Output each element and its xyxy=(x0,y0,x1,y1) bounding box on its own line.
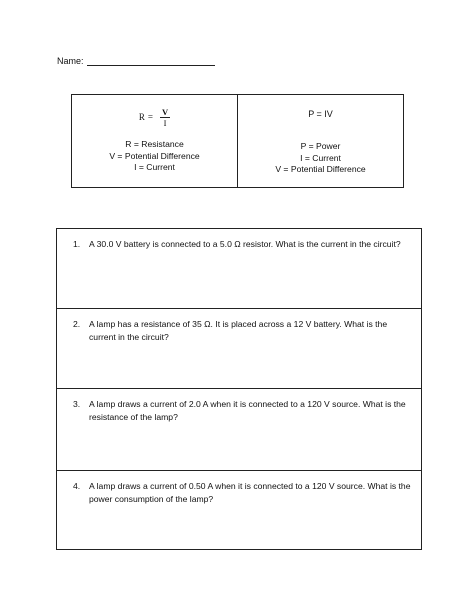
fraction-numerator: V xyxy=(161,107,169,117)
question-text: A lamp draws a current of 0.50 A when it is connected to a 120 V source. What is the power consumption of the lamp? xyxy=(89,481,411,504)
question-box[interactable] xyxy=(57,388,421,470)
questions-table xyxy=(56,228,422,550)
equals-sign: = xyxy=(147,111,153,122)
question-number: 1. xyxy=(73,239,81,249)
question-box[interactable] xyxy=(57,229,421,308)
question-text: A 30.0 V battery is connected to a 5.0 Ω resistor. What is the current in the circuit? xyxy=(89,239,401,249)
question-number: 3. xyxy=(73,399,81,409)
definition-line: I = Current xyxy=(134,162,175,172)
question-number: 4. xyxy=(73,481,81,491)
definition-line: V = Potential Difference xyxy=(275,164,366,174)
power-cell xyxy=(237,95,403,187)
name-blank-line[interactable] xyxy=(87,56,215,66)
resistance-symbol: R xyxy=(138,111,145,122)
power-formula: P = IV xyxy=(308,109,333,119)
power-definitions xyxy=(238,141,403,176)
question-box[interactable] xyxy=(57,308,421,388)
ohms-law-formula xyxy=(72,107,237,128)
formula-reference-box xyxy=(71,94,404,188)
definition-line: P = Power xyxy=(300,141,341,151)
definition-line: R = Resistance xyxy=(125,139,184,149)
name-label: Name: xyxy=(57,56,84,66)
name-row xyxy=(57,56,215,66)
ohms-law-cell xyxy=(72,95,237,187)
fraction-denominator: I xyxy=(163,118,167,128)
question-number: 2. xyxy=(73,319,81,329)
ohms-law-definitions xyxy=(72,139,237,174)
definition-line: V = Potential Difference xyxy=(109,150,200,161)
definition-line: I = Current xyxy=(300,152,341,163)
question-box[interactable] xyxy=(57,470,421,549)
question-text: A lamp has a resistance of 35 Ω. It is placed across a 12 V battery. What is the current in the circuit? xyxy=(89,319,388,342)
question-text: A lamp draws a current of 2.0 A when it is connected to a 120 V source. What is the resistance of the lamp? xyxy=(89,399,406,422)
fraction xyxy=(160,107,170,128)
